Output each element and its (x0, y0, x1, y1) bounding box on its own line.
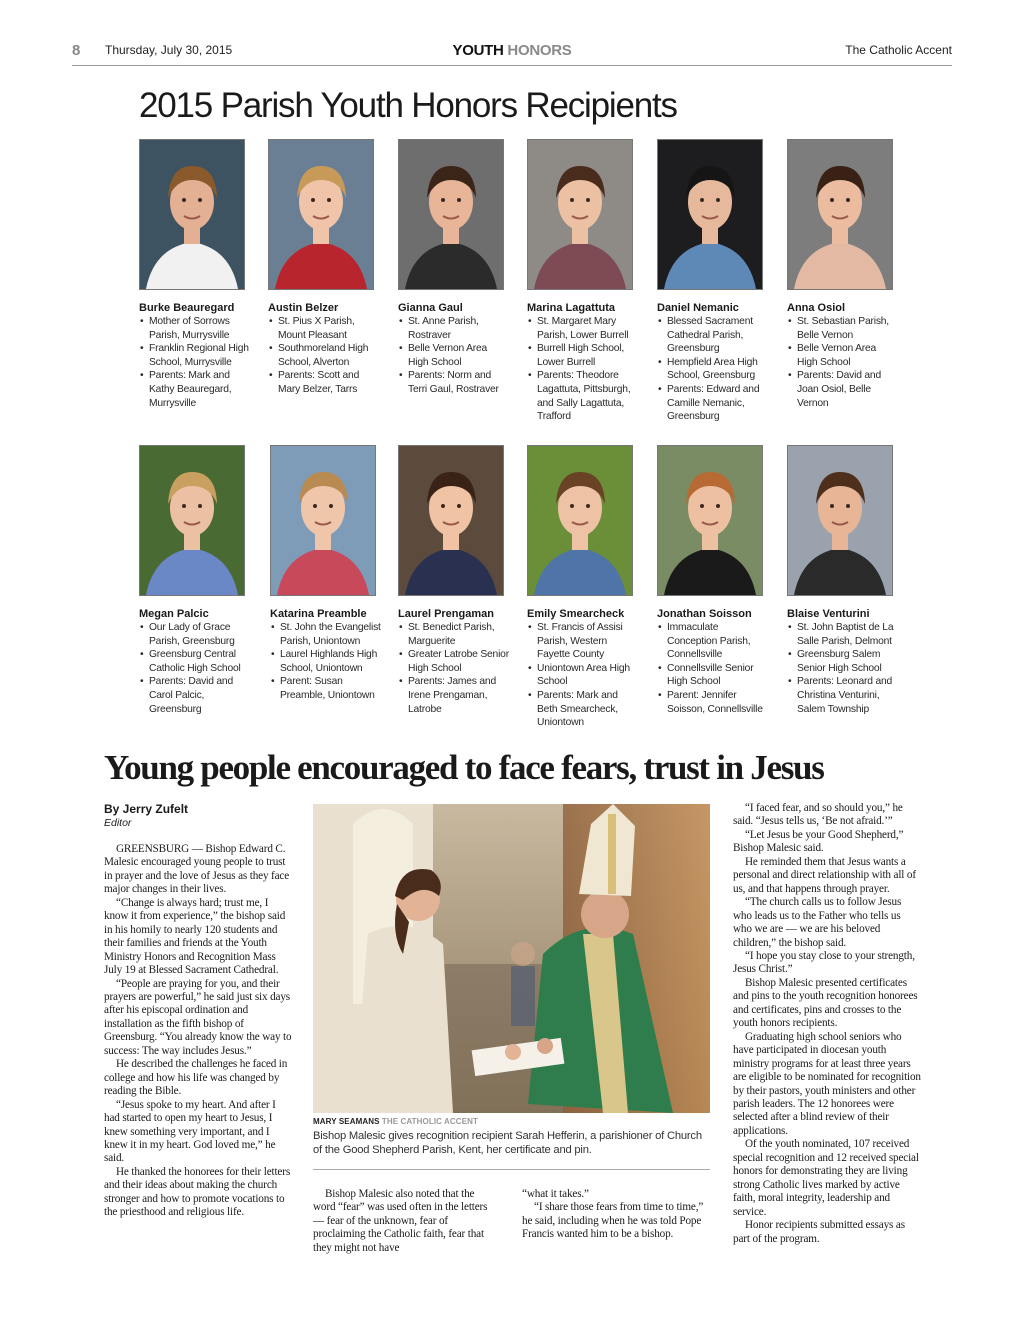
recipient-details (787, 315, 907, 410)
recipient-name: Emily Smearcheck (527, 608, 625, 620)
recipient-photo (657, 445, 763, 596)
recipient-detail-item: • Belle Vernon Area High School (398, 342, 510, 369)
recipient-detail-item: • Parent: Jennifer Soisson, Connellsville (657, 689, 769, 716)
recipient-photo (787, 139, 893, 290)
recipient-detail-item: • Greensburg Central Catholic High School (139, 648, 251, 675)
article-paragraph: Honor recipients submitted essays as part of the program. (733, 1219, 905, 1245)
ceremony-photo (313, 804, 710, 1113)
recipient-detail-item: • Parents: Scott and Mary Belzer, Tarrs (268, 369, 380, 396)
recipient-photo (139, 445, 245, 596)
article-paragraph: He reminded them that Jesus wants a personal and direct relationship with all of us, and that happens through prayer. (733, 855, 916, 895)
recipient-detail-item: • St. Margaret Mary Parish, Lower Burrell (527, 315, 639, 342)
recipient-photo (527, 445, 633, 596)
page-header (72, 40, 952, 66)
photo-credit-name: MARY SEAMANS (313, 1117, 380, 1126)
photo-caption: Bishop Malesic gives recognition recipient Sarah Hefferin, a parishioner of Church of the Good Shepherd Parish, Kent, her certificate and pin. (313, 1130, 702, 1156)
recipient-details (398, 315, 518, 397)
recipient-name: Katarina Preamble (270, 608, 367, 620)
recipient-name: Laurel Prengaman (398, 608, 494, 620)
recipient-detail-item: • Connellsville Senior High School (657, 662, 769, 689)
issue-date: Thursday, July 30, 2015 (105, 43, 233, 57)
section-label (72, 42, 952, 59)
recipient-name: Anna Osiol (787, 302, 846, 314)
photo-credit-org: THE CATHOLIC ACCENT (381, 1117, 478, 1126)
recipient-detail-item: • Our Lady of Grace Parish, Greensburg (139, 621, 251, 648)
recipient-detail-item: • St. John the Evangelist Parish, Uniontown (270, 621, 382, 648)
recipient-name: Marina Lagattuta (527, 302, 616, 314)
recipient-detail-item: • Parent: Susan Preamble, Uniontown (270, 675, 382, 702)
recipients-row-1 (139, 139, 899, 445)
recipient-detail-item: • St. Anne Parish, Rostraver (398, 315, 510, 342)
recipient-detail-item: • Parents: Theodore Lagattuta, Pittsburgh, and Sally Lagattuta, Trafford (527, 369, 639, 423)
recipients-grid (139, 139, 899, 751)
article-paragraph: Of the youth nominated, 107 received special recognition and 12 received special honors for demonstrating they are living strong Catholic lives marked by active faith, moral integrity, leadership and service. (733, 1138, 919, 1218)
section-word-honors: HONORS (507, 42, 572, 59)
recipient-detail-item: • Parents: Mark and Kathy Beauregard, Murrysville (139, 369, 251, 410)
article-paragraph: Bishop Malesic also noted that the word “fear” was used often in the letters — fear of the unknown, fear of proclaiming the Catholic faith, fear that they might not have (313, 1188, 488, 1254)
author-role: Editor (104, 817, 132, 829)
article-paragraph: Bishop Malesic presented certificates and pins to the youth recognition honorees and certificates, pins and crosses to the youth honors recipients. (733, 976, 918, 1030)
recipient-card (270, 445, 390, 703)
article-paragraph: He described the challenges he faced in college and how his life was changed by reading the Bible. (104, 1058, 288, 1098)
recipient-details (657, 315, 777, 424)
recipient-card (527, 445, 647, 730)
article-headline: Young people encouraged to face fears, trust in Jesus (104, 748, 824, 787)
article-paragraph: “Jesus spoke to my heart. And after I had started to open my heart to Jesus, I knew something very important, and I knew it in my heart. God loved me,” he said. (104, 1098, 276, 1165)
recipient-detail-item: • Parents: David and Carol Palcic, Greensburg (139, 675, 251, 716)
recipient-detail-item: • St. Benedict Parish, Marguerite (398, 621, 510, 648)
recipients-row-2 (139, 445, 899, 751)
article-column-3 (522, 1188, 708, 1242)
recipient-card (139, 139, 259, 410)
recipient-name: Megan Palcic (139, 608, 209, 620)
article-paragraph: GREENSBURG — Bishop Edward C. Malesic encouraged young people to trust in prayer and the love of Jesus as they face major changes in their lives. (104, 843, 290, 896)
article-paragraph: “Let Jesus be your Good Shepherd,” Bishop Malesic said. (733, 828, 904, 855)
recipient-name: Jonathan Soisson (657, 608, 752, 620)
recipient-name: Gianna Gaul (398, 302, 463, 314)
recipient-card (657, 445, 777, 716)
publication-name: The Catholic Accent (845, 43, 952, 57)
recipient-name: Burke Beauregard (139, 302, 235, 314)
recipient-detail-item: • St. John Baptist de La Salle Parish, Delmont (787, 621, 899, 648)
recipient-details (527, 621, 647, 730)
recipient-card (787, 139, 907, 410)
recipient-details (657, 621, 777, 716)
article-continuation: “what it takes.” (522, 1188, 589, 1200)
recipient-detail-item: • Hempfield Area High School, Greensburg (657, 356, 769, 383)
recipient-detail-item: • Immaculate Conception Parish, Connellsville (657, 621, 769, 662)
article-byline: By Jerry Zufelt (104, 802, 189, 816)
recipient-detail-item: • St. Pius X Parish, Mount Pleasant (268, 315, 380, 342)
recipient-detail-item: • Laurel Highlands High School, Uniontown (270, 648, 382, 675)
article-paragraph: He thanked the honorees for their letters and their ideas about making the church stronger and how to promote vocations to the priesthood and religious life. (104, 1165, 291, 1219)
recipient-name: Blaise Venturini (787, 608, 870, 620)
recipient-photo (398, 139, 504, 290)
recipient-photo (657, 139, 763, 290)
recipient-card (398, 139, 518, 397)
recipient-details (527, 315, 647, 424)
recipient-name: Austin Belzer (268, 302, 339, 314)
recipient-detail-item: • Blessed Sacrament Cathedral Parish, Greensburg (657, 315, 769, 356)
recipient-detail-item: • Uniontown Area High School (527, 662, 639, 689)
recipient-photo (787, 445, 893, 596)
recipient-detail-item: • Parents: Edward and Camille Nemanic, Greensburg (657, 383, 769, 424)
recipient-photo (398, 445, 504, 596)
article-paragraph: “People are praying for you, and their prayers are powerful,” he said just six days after his episcopal ordination and installation as the fifth bishop of Greensburg. “You already know the way to success: The way includes Jesus.” (104, 977, 292, 1057)
article-paragraph: “I share those fears from time to time,” he said, including when he was told Pope Francis wanted him to be a bishop. (522, 1201, 704, 1241)
recipient-photo (268, 139, 374, 290)
recipient-details (139, 315, 259, 410)
recipient-card (398, 445, 518, 716)
recipient-details (787, 621, 907, 716)
recipient-card (527, 139, 647, 424)
recipient-detail-item: • Greater Latrobe Senior High School (398, 648, 510, 675)
article-paragraph: “I hope you stay close to your strength, Jesus Christ.” (733, 949, 915, 976)
article-paragraph: “Change is always hard; trust me, I know it from experience,” the bishop said in his homily to nearly 120 students and their families and friends at the Youth Ministry Honors and Recognition Mass July 19 at Blessed Sacrament Cathedral. (104, 896, 286, 977)
photo-credit (313, 1117, 478, 1126)
recipient-detail-item: • Parents: Leonard and Christina Venturini, Salem Township (787, 675, 899, 716)
recipient-detail-item: • Franklin Regional High School, Murrysville (139, 342, 251, 369)
recipient-details (268, 315, 388, 397)
article-paragraph: Graduating high school seniors who have participated in diocesan youth ministry programs for at least three years are eligible to be nominated for recognition by their pastors, youth ministers and other parish leaders. The 12 honorees were selected after a blind review of their applications. (733, 1030, 921, 1137)
recipient-photo (139, 139, 245, 290)
recipient-card (787, 445, 907, 716)
recipient-detail-item: • Southmoreland High School, Alverton (268, 342, 380, 369)
recipient-details (270, 621, 390, 703)
recipient-details (139, 621, 259, 716)
recipient-detail-item: • Greensburg Salem Senior High School (787, 648, 899, 675)
recipient-photo (270, 445, 376, 596)
recipient-detail-item: • Parents: Norm and Terri Gaul, Rostraver (398, 369, 510, 396)
caption-divider (313, 1169, 710, 1170)
page-title: 2015 Parish Youth Honors Recipients (139, 86, 677, 125)
article-paragraph: “The church calls us to follow Jesus who leads us to the Father who tells us who we are — we are his beloved children,” the bishop said. (733, 896, 902, 949)
article-column-1 (104, 843, 294, 1220)
recipient-detail-item: • St. Francis of Assisi Parish, Western Fayette County (527, 621, 639, 662)
recipient-detail-item: • Parents: David and Joan Osiol, Belle Vernon (787, 369, 899, 410)
article-column-4 (733, 802, 921, 1246)
recipient-card (657, 139, 777, 424)
recipient-detail-item: • Mother of Sorrows Parish, Murrysville (139, 315, 251, 342)
recipient-card (268, 139, 388, 397)
recipient-detail-item: • Parents: James and Irene Prengaman, Latrobe (398, 675, 510, 716)
recipient-detail-item: • Parents: Mark and Beth Smearcheck, Uniontown (527, 689, 639, 730)
section-word-youth: YOUTH (452, 42, 504, 59)
article-column-2 (313, 1188, 497, 1255)
article-paragraph: “I faced fear, and so should you,” he said. “Jesus tells us, ‘Be not afraid.’” (733, 802, 903, 828)
recipient-detail-item: • Belle Vernon Area High School (787, 342, 899, 369)
recipient-detail-item: • Burrell High School, Lower Burrell (527, 342, 639, 369)
recipient-card (139, 445, 259, 716)
recipient-detail-item: • St. Sebastian Parish, Belle Vernon (787, 315, 899, 342)
recipient-details (398, 621, 518, 716)
recipient-name: Daniel Nemanic (657, 302, 739, 314)
recipient-photo (527, 139, 633, 290)
page-number: 8 (72, 42, 81, 59)
